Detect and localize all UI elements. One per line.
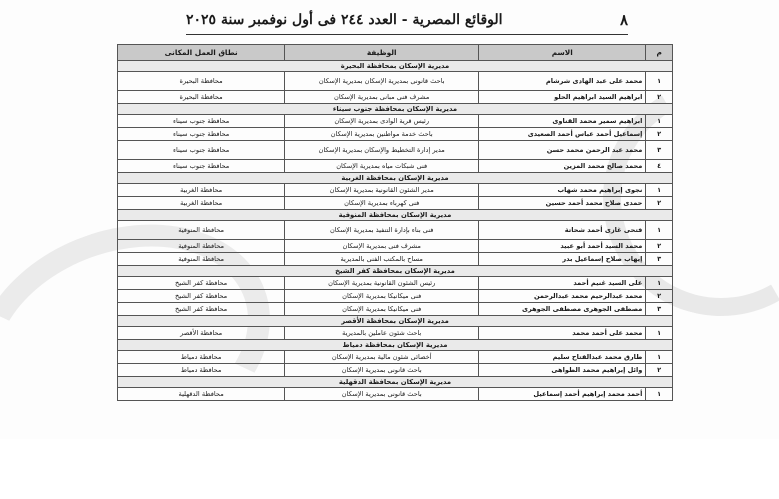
table-row bbox=[118, 351, 673, 364]
work-area: محافظة الغربية bbox=[118, 197, 285, 210]
employee-name: محمد صالح محمد المزين bbox=[479, 160, 646, 173]
job-title: باحث قانونى بمديرية الإسكان bbox=[285, 364, 479, 377]
section-row bbox=[118, 340, 673, 351]
row-number: ٣ bbox=[646, 141, 673, 160]
row-number: ١ bbox=[646, 115, 673, 128]
table-row bbox=[118, 221, 673, 240]
section-row bbox=[118, 61, 673, 72]
section-title: مديرية الإسكان بمحافظة دمياط bbox=[118, 340, 673, 351]
job-title: فنى بناء بإدارة التنفيذ بمديرية الإسكان bbox=[285, 221, 479, 240]
table-row bbox=[118, 290, 673, 303]
work-area: محافظة كفر الشيخ bbox=[118, 290, 285, 303]
job-title: أخصائى شئون مالية بمديرية الإسكان bbox=[285, 351, 479, 364]
employee-name: طارق محمد عبدالفتاح سليم bbox=[479, 351, 646, 364]
job-title: رئيس الشئون القانونية بمديرية الإسكان bbox=[285, 277, 479, 290]
section-row bbox=[118, 173, 673, 184]
table-row bbox=[118, 72, 673, 91]
section-title: مديرية الإسكان بمحافظة البحيرة bbox=[118, 61, 673, 72]
page-number: ٨ bbox=[619, 11, 628, 29]
employee-table bbox=[117, 44, 673, 401]
work-area: محافظة دمياط bbox=[118, 351, 285, 364]
job-title: فنى شبكات مياه بمديرية الإسكان bbox=[285, 160, 479, 173]
section-title: مديرية الإسكان بمحافظة المنوفية bbox=[118, 210, 673, 221]
table-row bbox=[118, 184, 673, 197]
job-title: فنى ميكانيكا بمديرية الإسكان bbox=[285, 303, 479, 316]
employee-name: فتحى غازى أحمد شحاتة bbox=[479, 221, 646, 240]
table-row bbox=[118, 327, 673, 340]
employee-name: محمد عبدالرحيم محمد عبدالرحمن bbox=[479, 290, 646, 303]
section-row bbox=[118, 377, 673, 388]
section-title: مديرية الإسكان بمحافظة جنوب سيناء bbox=[118, 104, 673, 115]
header-rule bbox=[186, 34, 628, 35]
gazette-title: الوقائع المصرية - العدد ٢٤٤ فى أول نوفمبر سنة ٢٠٢٥ bbox=[186, 12, 503, 28]
work-area: محافظة الغربية bbox=[118, 184, 285, 197]
work-area: محافظة المنوفية bbox=[118, 221, 285, 240]
section-title: مديرية الإسكان بمحافظة الدقهلية bbox=[118, 377, 673, 388]
work-area: محافظة الدقهلية bbox=[118, 388, 285, 401]
work-area: محافظة المنوفية bbox=[118, 253, 285, 266]
employee-name: نجوى إبراهيم محمد شهاب bbox=[479, 184, 646, 197]
table-row bbox=[118, 388, 673, 401]
work-area: محافظة جنوب سيناء bbox=[118, 115, 285, 128]
employee-name: إسماعيل أحمد عباس أحمد الصعيدى bbox=[479, 128, 646, 141]
employee-name: محمد عبد الرحمن محمد حسن bbox=[479, 141, 646, 160]
table-row bbox=[118, 141, 673, 160]
row-number: ١ bbox=[646, 184, 673, 197]
employee-name: وائل إبراهيم محمد الطواهى bbox=[479, 364, 646, 377]
work-area: محافظة جنوب سيناء bbox=[118, 141, 285, 160]
job-title: رئيس قرية الوادى بمديرية الإسكان bbox=[285, 115, 479, 128]
row-number: ٤ bbox=[646, 160, 673, 173]
employee-name: مصطفى الجوهرى مصطفى الجوهرى bbox=[479, 303, 646, 316]
work-area: محافظة البحيرة bbox=[118, 91, 285, 104]
column-header-name: الاسم bbox=[479, 45, 646, 61]
employee-name: أحمد محمد إبراهيم أحمد إسماعيل bbox=[479, 388, 646, 401]
table-row bbox=[118, 91, 673, 104]
table-row bbox=[118, 115, 673, 128]
work-area: محافظة كفر الشيخ bbox=[118, 277, 285, 290]
section-title: مديرية الإسكان بمحافظة كفر الشيخ bbox=[118, 266, 673, 277]
row-number: ٢ bbox=[646, 128, 673, 141]
table-row bbox=[118, 364, 673, 377]
job-title: باحث قانونى بمديرية الإسكان bbox=[285, 388, 479, 401]
row-number: ٢ bbox=[646, 364, 673, 377]
work-area: محافظة جنوب سيناء bbox=[118, 128, 285, 141]
row-number: ٢ bbox=[646, 240, 673, 253]
column-header-num: م bbox=[646, 45, 673, 61]
row-number: ٣ bbox=[646, 303, 673, 316]
table-row bbox=[118, 303, 673, 316]
row-number: ١ bbox=[646, 351, 673, 364]
employee-name: ابراهيم سمير محمد القناوى bbox=[479, 115, 646, 128]
work-area: محافظة البحيرة bbox=[118, 72, 285, 91]
column-header-place: نطاق العمل المكانى bbox=[118, 45, 285, 61]
table-row bbox=[118, 128, 673, 141]
job-title: مدير الشئون القانونية بمديرية الإسكان bbox=[285, 184, 479, 197]
table-row bbox=[118, 253, 673, 266]
employee-name: حمدى صلاح محمد أحمد حسين bbox=[479, 197, 646, 210]
job-title: فنى كهرباء بمديرية الإسكان bbox=[285, 197, 479, 210]
job-title: باحث قانونى بمديرية الإسكان بمديرية الإسكان bbox=[285, 72, 479, 91]
table-row bbox=[118, 240, 673, 253]
section-title: مديرية الإسكان بمحافظة الأقصر bbox=[118, 316, 673, 327]
section-row bbox=[118, 316, 673, 327]
section-title: مديرية الإسكان بمحافظة الغربية bbox=[118, 173, 673, 184]
employee-name: محمد على عبد الهادى شرشام bbox=[479, 72, 646, 91]
table-row bbox=[118, 160, 673, 173]
row-number: ١ bbox=[646, 388, 673, 401]
job-title: مدير إدارة التخطيط والإسكان بمديرية الإسكان bbox=[285, 141, 479, 160]
row-number: ٢ bbox=[646, 91, 673, 104]
work-area: محافظة جنوب سيناء bbox=[118, 160, 285, 173]
row-number: ١ bbox=[646, 221, 673, 240]
section-row bbox=[118, 266, 673, 277]
section-row bbox=[118, 104, 673, 115]
work-area: محافظة دمياط bbox=[118, 364, 285, 377]
job-title: باحث شئون عاملين بالمديرية bbox=[285, 327, 479, 340]
job-title: باحث خدمة مواطنين بمديرية الإسكان bbox=[285, 128, 479, 141]
row-number: ٣ bbox=[646, 253, 673, 266]
employee-name: محمد السيد أحمد أبو عبيد bbox=[479, 240, 646, 253]
row-number: ٢ bbox=[646, 197, 673, 210]
row-number: ١ bbox=[646, 72, 673, 91]
employee-name: على السيد غنيم أحمد bbox=[479, 277, 646, 290]
row-number: ١ bbox=[646, 277, 673, 290]
column-header-job: الوظيفة bbox=[285, 45, 479, 61]
row-number: ٢ bbox=[646, 290, 673, 303]
table-row bbox=[118, 277, 673, 290]
employee-name: ابراهيم السيد ابراهيم الحلو bbox=[479, 91, 646, 104]
job-title: فنى ميكانيكا بمديرية الإسكان bbox=[285, 290, 479, 303]
job-title: مشرف فنى مبانى بمديرية الإسكان bbox=[285, 91, 479, 104]
table-row bbox=[118, 197, 673, 210]
table-body bbox=[118, 61, 673, 401]
work-area: محافظة المنوفية bbox=[118, 240, 285, 253]
employee-name: محمد على أحمد محمد bbox=[479, 327, 646, 340]
job-title: مشرف فنى بمديرية الإسكان bbox=[285, 240, 479, 253]
work-area: محافظة الأقصر bbox=[118, 327, 285, 340]
page-header bbox=[186, 8, 628, 32]
row-number: ١ bbox=[646, 327, 673, 340]
table-header-row bbox=[118, 45, 673, 61]
section-row bbox=[118, 210, 673, 221]
work-area: محافظة كفر الشيخ bbox=[118, 303, 285, 316]
job-title: مساح بالمكتب الفنى بالمديرية bbox=[285, 253, 479, 266]
employee-name: إيهاب صلاح إسماعيل بدر bbox=[479, 253, 646, 266]
